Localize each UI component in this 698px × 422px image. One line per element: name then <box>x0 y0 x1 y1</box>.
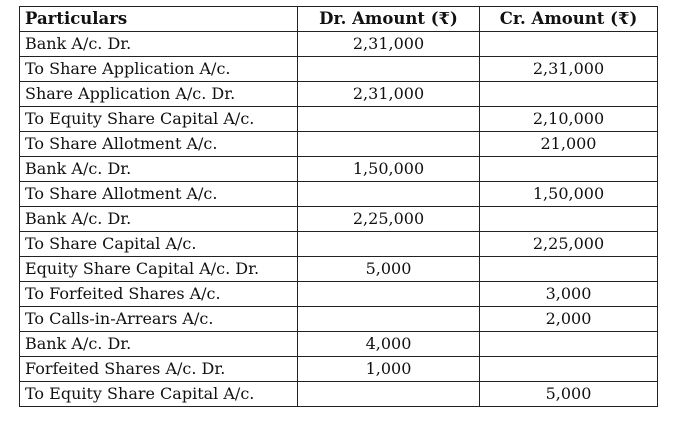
cell-credit-amount: 2,31,000 <box>480 57 658 82</box>
cell-particulars: To Share Capital A/c. <box>20 232 298 257</box>
cell-debit-amount: 2,31,000 <box>298 32 480 57</box>
header-particulars: Particulars <box>20 7 298 32</box>
cell-debit-amount <box>298 382 480 407</box>
cell-credit-amount <box>480 32 658 57</box>
cell-particulars: To Share Application A/c. <box>20 57 298 82</box>
cell-credit-amount: 1,50,000 <box>480 182 658 207</box>
header-row <box>20 7 658 32</box>
cell-credit-amount <box>480 357 658 382</box>
table-row <box>20 107 658 132</box>
cell-particulars: To Equity Share Capital A/c. <box>20 382 298 407</box>
cell-particulars: To Calls-in-Arrears A/c. <box>20 307 298 332</box>
table-row <box>20 382 658 407</box>
table-row <box>20 157 658 182</box>
cell-particulars: Bank A/c. Dr. <box>20 332 298 357</box>
table-row <box>20 357 658 382</box>
cell-credit-amount <box>480 157 658 182</box>
cell-credit-amount <box>480 82 658 107</box>
header-credit-amount: Cr. Amount (₹) <box>480 7 658 32</box>
cell-particulars: Bank A/c. Dr. <box>20 157 298 182</box>
cell-debit-amount <box>298 107 480 132</box>
cell-debit-amount <box>298 132 480 157</box>
cell-credit-amount <box>480 332 658 357</box>
cell-credit-amount: 2,10,000 <box>480 107 658 132</box>
cell-credit-amount: 5,000 <box>480 382 658 407</box>
table-row <box>20 307 658 332</box>
cell-particulars: Forfeited Shares A/c. Dr. <box>20 357 298 382</box>
cell-particulars: To Share Allotment A/c. <box>20 132 298 157</box>
cell-credit-amount: 2,000 <box>480 307 658 332</box>
cell-debit-amount <box>298 182 480 207</box>
cell-credit-amount: 21,000 <box>480 132 658 157</box>
cell-particulars: To Forfeited Shares A/c. <box>20 282 298 307</box>
table-row <box>20 232 658 257</box>
table-row <box>20 82 658 107</box>
cell-particulars: Equity Share Capital A/c. Dr. <box>20 257 298 282</box>
cell-credit-amount: 3,000 <box>480 282 658 307</box>
cell-particulars: Bank A/c. Dr. <box>20 32 298 57</box>
cell-debit-amount: 2,25,000 <box>298 207 480 232</box>
cell-debit-amount <box>298 282 480 307</box>
cell-debit-amount <box>298 232 480 257</box>
cell-debit-amount <box>298 57 480 82</box>
table-row <box>20 257 658 282</box>
cell-particulars: Share Application A/c. Dr. <box>20 82 298 107</box>
cell-debit-amount: 1,000 <box>298 357 480 382</box>
table-row <box>20 332 658 357</box>
cell-credit-amount: 2,25,000 <box>480 232 658 257</box>
journal-body <box>20 32 658 407</box>
cell-debit-amount: 2,31,000 <box>298 82 480 107</box>
table-row <box>20 282 658 307</box>
table-row <box>20 182 658 207</box>
header-debit-amount: Dr. Amount (₹) <box>298 7 480 32</box>
cell-debit-amount: 5,000 <box>298 257 480 282</box>
journal-table <box>19 6 658 407</box>
table-row <box>20 207 658 232</box>
cell-particulars: Bank A/c. Dr. <box>20 207 298 232</box>
cell-debit-amount: 4,000 <box>298 332 480 357</box>
table-row <box>20 57 658 82</box>
cell-particulars: To Equity Share Capital A/c. <box>20 107 298 132</box>
table-row <box>20 32 658 57</box>
cell-particulars: To Share Allotment A/c. <box>20 182 298 207</box>
cell-credit-amount <box>480 207 658 232</box>
cell-debit-amount <box>298 307 480 332</box>
cell-credit-amount <box>480 257 658 282</box>
table-row <box>20 132 658 157</box>
cell-debit-amount: 1,50,000 <box>298 157 480 182</box>
